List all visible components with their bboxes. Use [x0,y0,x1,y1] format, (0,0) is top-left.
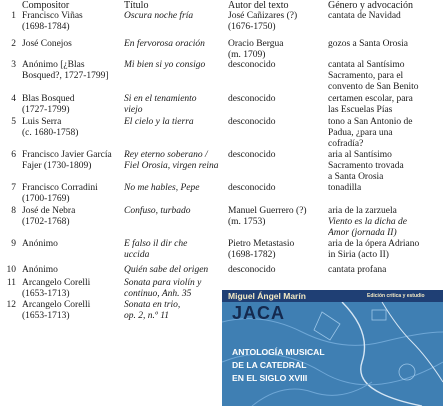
title-cell-line: En fervorosa oración [124,39,205,49]
cover-edition: Edición crítica y estudio [367,293,425,299]
author-cell-line: (1698-1782) [228,250,276,260]
genre-cell [328,183,442,194]
composer-cell-line: Francisco Viñas [22,11,83,21]
author-cell-line: (m. 1753) [228,217,266,227]
genre-cell [328,60,442,93]
row-number: 7 [11,183,16,193]
title-cell [124,278,226,300]
row-number: 8 [11,206,16,216]
composer-cell [22,94,122,116]
composer-cell [22,183,122,205]
genre-cell-line: cofradía? [328,139,364,149]
composer-cell-line: Blas Bosqued [22,94,75,104]
composer-cell-line: Francisco Javier García [22,150,112,160]
row-number: 9 [11,239,16,249]
title-cell-line: È falso il dir che [124,239,188,249]
genre-cell-line: tono a San Antonio de [328,117,413,127]
genre-cell-line: gozos a Santa Orosia [328,39,408,49]
cover-title-line: EN EL SIGLO XVIII [232,373,308,383]
genre-cell-line: Sacramento trovada [328,161,404,171]
author-cell-line: (m. 1709) [228,50,266,60]
title-cell [124,265,226,276]
composer-cell-line: José de Nebra [22,206,76,216]
author-cell-line: desconocido [228,94,276,104]
row-number: 12 [6,300,16,310]
composer-cell [22,265,122,276]
title-cell-line: Quién sabe del origen [124,265,209,275]
composer-cell-line: (1698-1784) [22,22,70,32]
genre-cell [328,94,442,116]
row-number: 1 [11,11,16,21]
genre-cell-line: aria al Santísimo [328,150,392,160]
row-number: 2 [11,39,16,49]
title-cell-line: Mi bien si yo consigo [124,60,206,70]
genre-cell [328,265,442,276]
composer-cell-line: Bosqued?, 1727-1799] [22,71,109,81]
genre-cell-line: convento de San Benito [328,82,419,92]
author-cell-line: (1676-1750) [228,22,276,32]
author-cell [228,265,326,276]
title-cell [124,94,226,116]
composer-cell [22,39,122,50]
author-cell [228,11,326,33]
row-number: 10 [6,265,16,275]
composer-cell-line: Luis Serra [22,117,62,127]
composer-cell [22,60,122,82]
title-cell-line: Sonata para violín y [124,278,202,288]
title-cell [124,11,226,22]
genre-cell [328,11,442,22]
title-cell [124,39,226,50]
genre-cell-line: aria de la zarzuela [328,206,397,216]
title-cell-line: Rey eterno soberano / [124,150,208,160]
author-cell [228,183,326,194]
title-cell [124,150,226,172]
author-cell [228,150,326,161]
composer-cell [22,206,122,228]
title-cell [124,206,226,217]
genre-cell-line: certamen escolar, para [328,94,413,104]
author-cell-line: Oracio Bergua [228,39,284,49]
book-cover [222,290,443,406]
author-cell-line: desconocido [228,183,276,193]
genre-cell-line: aria de la ópera Adriano [328,239,420,249]
author-cell [228,39,326,61]
title-cell-line: No me hables, Pepe [124,183,200,193]
author-cell [228,60,326,71]
genre-cell-line: tonadilla [328,183,362,193]
header-author: Autor del texto [228,0,289,11]
header-composer: Compositor [22,0,70,11]
author-cell [228,239,326,261]
genre-cell [328,39,442,50]
author-cell-line: Manuel Guerrero (?) [228,206,307,216]
title-cell-line: Oscura noche fría [124,11,194,21]
title-cell [124,117,226,128]
cover-title-line: DE LA CATEDRAL [232,360,307,370]
composer-cell-line: Arcangelo Corelli [22,300,91,310]
title-cell-line: continuo, Anh. 35 [124,289,192,299]
title-cell-line: El cielo y la tierra [124,117,194,127]
composer-cell-line: (1702-1768) [22,217,70,227]
row-number: 11 [6,278,16,288]
composer-cell [22,150,122,172]
genre-cell [328,150,442,183]
genre-cell-line: Padua, ¿para una [328,128,393,138]
author-cell-line: desconocido [228,150,276,160]
composer-cell-line: Arcangelo Corelli [22,278,91,288]
author-cell-line: desconocido [228,265,276,275]
row-number: 5 [11,117,16,127]
composer-cell-line: Fajer (1730-1809) [22,161,92,171]
genre-cell-line: in Siria (acto II) [328,250,389,260]
author-cell [228,117,326,128]
header-title: Título [124,0,149,11]
genre-cell-line: Sacramento, para el [328,71,404,81]
author-cell-line: José Cañizares (?) [228,11,298,21]
author-cell-line: desconocido [228,60,276,70]
composer-cell-line: (1700-1769) [22,194,70,204]
cover-city: JACA [232,303,286,323]
composer-cell-line: José Conejos [22,39,72,49]
title-cell-line: Confuso, turbado [124,206,191,216]
composer-cell-line: Anónimo [¿Blas [22,60,85,70]
genre-cell-line: las Escuelas Pías [328,105,393,115]
composer-cell [22,11,122,33]
genre-cell-line: cantata de Navidad [328,11,401,21]
title-cell-line: uccida [124,250,150,260]
composer-cell-line: (c. 1680-1758) [22,128,79,138]
row-number: 4 [11,94,16,104]
author-cell [228,206,326,228]
composer-cell-line: Francisco Corradini [22,183,98,193]
cover-title-line: ANTOLOGÍA MUSICAL [232,347,325,357]
row-number: 3 [11,60,16,70]
title-cell-line: viejo [124,105,143,115]
title-cell [124,183,226,194]
composer-cell [22,117,122,139]
title-cell-line: Sonata en trio, [124,300,181,310]
composer-cell [22,278,122,300]
title-cell-line: op. 2, n.º 11 [124,311,169,321]
header-genre: Género y advocación [328,0,413,11]
cover-title [232,346,325,385]
title-cell-line: Fiel Orosia, virgen reina [124,161,219,171]
title-cell-line: Si en el tenamiento [124,94,197,104]
genre-cell-line: a Santa Orosia [328,172,384,182]
genre-cell [328,239,442,261]
genre-cell [328,206,442,239]
author-cell-line: Pietro Metastasio [228,239,295,249]
genre-cell-line: cantata profana [328,265,387,275]
composer-cell [22,239,122,250]
composer-cell-line: (1653-1713) [22,311,70,321]
author-cell-line: desconocido [228,117,276,127]
row-number: 6 [11,150,16,160]
genre-cell-line: cantata al Santísimo [328,60,405,70]
genre-cell [328,117,442,150]
title-cell [124,300,226,322]
author-cell [228,94,326,105]
title-cell [124,239,226,261]
composer-cell-line: (1653-1713) [22,289,70,299]
composer-cell-line: Anónimo [22,239,58,249]
composer-cell [22,300,122,322]
title-cell [124,60,226,71]
genre-cell-line: Viento es la dicha de [328,217,407,227]
composer-cell-line: (1727-1799) [22,105,70,115]
composer-cell-line: Anónimo [22,265,58,275]
genre-cell-line: Amor (jornada II) [328,228,397,238]
cover-author: Miguel Ángel Marín [228,291,306,301]
